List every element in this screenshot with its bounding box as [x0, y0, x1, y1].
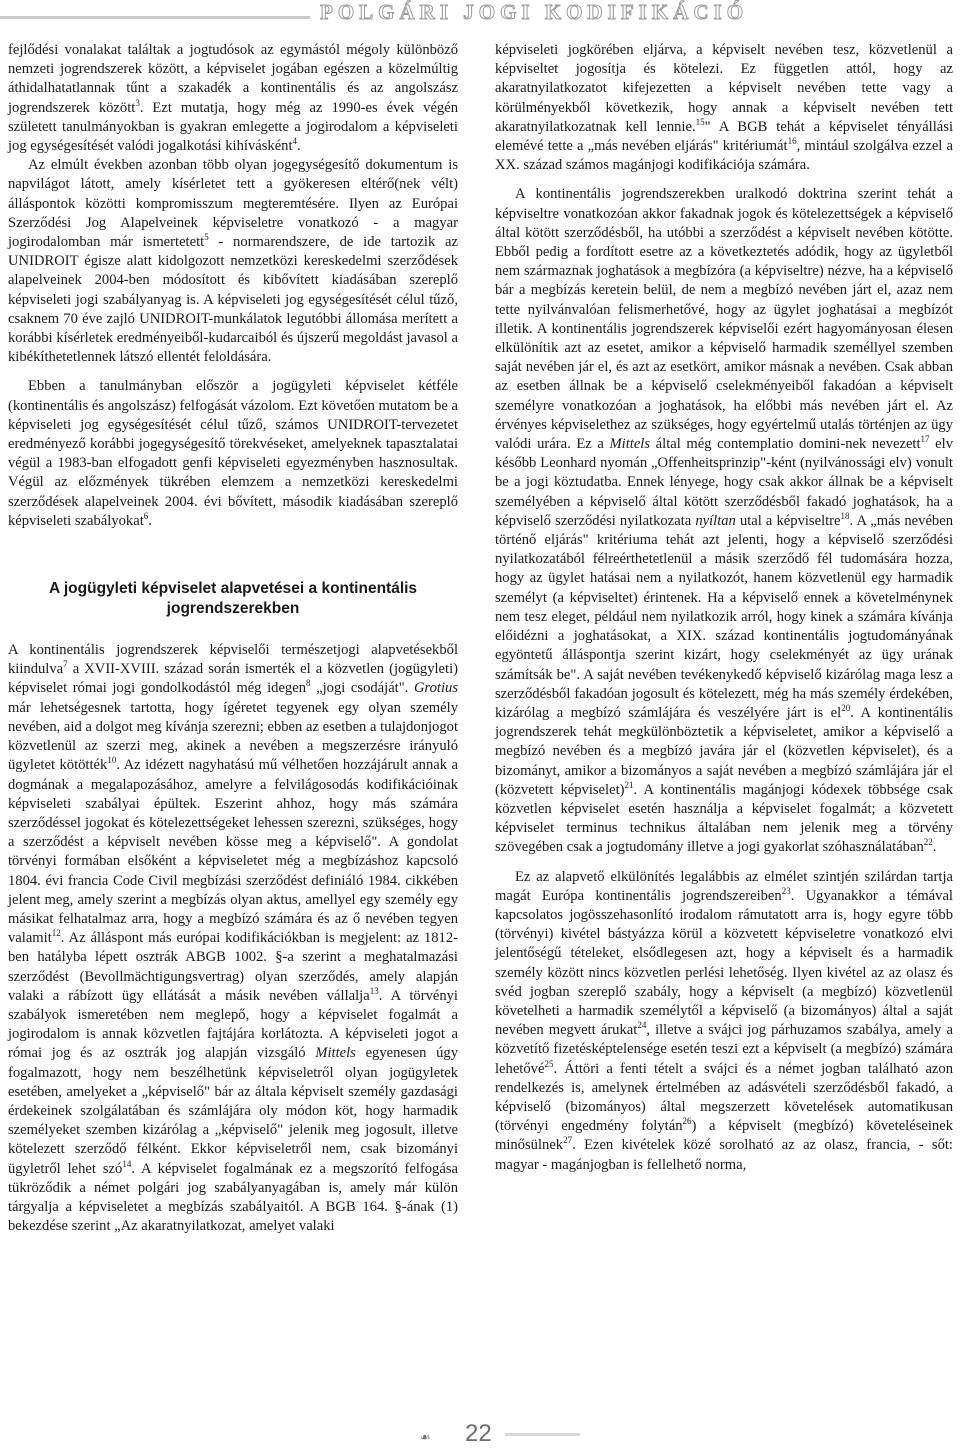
paragraph [495, 41, 953, 175]
text-run: A kontinentális jogrendszerek képviselői természetjogi alapvetésekből kiindulva [8, 642, 458, 678]
author-name: Grotius [413, 680, 459, 697]
author-name: Mittels [315, 1045, 356, 1062]
footnote-ref: 12 [51, 928, 61, 939]
footnote-ref: 27 [563, 1135, 573, 1146]
footnote-ref: 26 [682, 1116, 692, 1127]
running-title: POLGÁRI JOGI KODIFIKÁCIÓ [320, 0, 749, 24]
footnote-ref: 15 [695, 116, 705, 127]
text-run: . [932, 839, 937, 856]
footer-rule [505, 1433, 580, 1436]
footnote-ref: 24 [637, 1020, 647, 1031]
paragraph [8, 377, 458, 531]
footnote-ref: 10 [107, 755, 117, 766]
paragraph [495, 868, 953, 1175]
footnote-ref: 8 [306, 678, 311, 689]
text-run: . Áttöri a fenti tételt a svájci és a német jogban található azon rendelkezés is, amelynek értelmében az adásvételi szerződésből fakadó, a képviselő (bizományos) által megszerzett követelések automatikusan (törvényi engedmény folytán [495, 1060, 953, 1135]
text-run: „jogi csodáját". [310, 680, 414, 697]
footnote-ref: 21 [624, 779, 634, 790]
page-footer [0, 1418, 960, 1453]
paragraph [8, 641, 458, 1236]
footnote-ref: 14 [122, 1158, 132, 1169]
page-header [0, 0, 960, 24]
paragraph [8, 41, 458, 156]
left-column [8, 41, 458, 1236]
text-run: . Ezt mutatja, hogy még az 1990-es évek végén született tanulmányokban is gyakran emlegette a jogirodalom a képviseleti jog egységesítését valódi jogalkotási kihívásként [8, 99, 458, 155]
footnote-ref: 7 [63, 659, 68, 670]
footnote-ref: 4 [292, 136, 298, 147]
text-run: . A képviselet fogalmának ez a megszorító felfogása tükröződik a német polgári jog szabályanyagában is, amely már külön tárgyalja a képviseletet a megbízás szabályaitól. A BGB 164. §-ának (1) bekezdése szerint „Az akaratnyilatkozat, amelyet valaki [8, 1160, 458, 1235]
footnote-ref: 3 [135, 97, 140, 108]
footnote-ref: 16 [787, 136, 797, 147]
text-run: , illetve a svájci jog párhuzamos szabálya, amely a közvetítő fizetésképtelensége esetén teszi ezt a képviselt (a megbízó) számára lehetővé [495, 1022, 953, 1077]
text-run: Ez az alapvető elkülönítés legalábbis az elmélet szintjén szilárdan tartja magát Európa kontinentális jogrendszereiben [495, 868, 953, 904]
text-run: . A „más nevében történő eljárás" kritériuma tehát azt jelenti, hogy a képviselő szerződési nyilatkozatából félreérthetetlenül a másik szerződő fél tudomására hozza, hogy az ügylet hatásai nem a nyilatkozót, hanem közvetlenül egy harmadik személyt (a képviseltet) érintenek. Ha a képviselő ennek a követelménynek nem tesz eleget, például nem nyilatkozik arról, hogy kinek a számára kívánja előidézni a joghatásokat, a XIX. század kontinentális jogtudományának egyöntetű álláspontja szerint kizárt, hogy cselekményét az ügy urának számítsák be". A saját nevében tevékenykedő képviselő kizárólag maga lesz a szerződésből fakadóan jogosult és kötelezett, még ha más személy érdekében, kizárólag a megbízó számlájára és veszélyére járt is el [495, 512, 953, 721]
page-number: 22 [465, 1420, 492, 1447]
text-run: A kontinentális jogrendszerekben uralkodó doktrina szerint tehát a képviseltre vonatkozóan akkor fakadnak jogok és kötelezettségek a képviselő által kötött szerződésből, ha utóbbi a szerződést a képviselt nevében kötötte. Ebből pedig a fordított esetre az a következtetés adódik, hogy az ügyletből nem származnak joghatások a megbízóra (a képviseltre) nézve, ha a képviselő bár a megbízás keretein belül, de nem a megbízó nevében járt el, azaz nem tette nyilvánvalóan felismerhetővé, hogy az ügylet joghatásai a megbízót illetik. A kontinentális jogrendszerek képviselői ezért hagyományosan élesen elkülönítik azt az esetet, amikor a képviselő harmadik személlyel szemben saját nevében jár el, és azt az esetkört, amikor másnak a nevében. Csak abban az esetben állnak be a képviselő cselekményeiből fakadóan a képviselt személyre vonatkozóan a joghatások, ha előbbi más nevében járt el. Az érvényes képviselethez az szükséges, hogy egyértelmű utalás történjen az ügy valódi urára. Ez a [495, 186, 953, 453]
footnote-ref: 5 [204, 232, 209, 243]
text-run: Az elmúlt években azonban több olyan jogegységesítő dokumentum is napvilágot látott, amely kísérletet tett a gyökeresen eltérő(nek vélt) álláspontok közötti kompromisszum megteremtésére. Ilyen az Európai Szerződési Jog Alapelveinek képviseletre vonatkozó - a magyar jogirodalomban már ismertetett [8, 157, 458, 251]
text-run: képviseleti jogkörében eljárva, a képviselt nevében tesz, közvetlenül a képviseltet jogosítja és kötelezi. Ez független attól, hogy az akaratnyilatkozatot kifejezetten a képviselt nevében tette vagy a körülményekből következik, hogy annak a képviselt nevében tett akaratnyilatkozatnak kell lennie. [495, 42, 953, 135]
footnote-ref: 17 [920, 434, 930, 445]
text-run: fejlődési vonalakat találtak a jogtudósok az egymástól mégoly különböző nemzeti jogrendszerek között, a képviselet jogában egészen a közelmúltig áthidalhatatlannak tűnt a szakadék a kontinentális és az angolszász jogrendszerek között [8, 42, 458, 116]
text-run: - normarendszere, de ide tartozik az UNIDROIT égisze alatt kidolgozott nemzetközi kereskedelmi szerződések alapelveinek 2004-ben módosított és kibővített kiadásában szereplő képviseleti jogi szabályanyag is. A képviseleti jog egységesítését célul tűző, csaknem 70 éve zajló UNIDROIT-munkálatok legutóbbi állomása merített a korábbi kísérletek eredményeiből-kudarcaiból és újszerű megoldást javasol a kibékíthetetlennek látszó ellentét feloldására. [8, 234, 458, 366]
header-rule [0, 16, 310, 19]
text-run: , mintául szolgálva ezzel a XX. század számos magánjogi kodifikációja számára. [495, 138, 953, 174]
text-run: " A BGB tehát a képviselet tényállási elemévé tette a „más nevében eljárás" kritériumát [495, 118, 953, 155]
text-run: . [297, 138, 301, 155]
text-run: elv később Leonhard nyomán „Offenheitsprinzip"-ként (nyilvánossági elv) vonult be a jogi köztudatba. Ennek lényege, hogy csak akkor állnak be a képviselt személyében a képviselő által kötött szerződésből fakadó joghatások, ha a képviselő szerződési nyilatkozata [495, 436, 954, 529]
footnote-ref: 13 [369, 985, 379, 996]
text-run: . A törvényi szabályok ismeretében nem meglepő, hogy a képviselet fogalmát a jogirodalom is annak közvetlen fajtájára korlátozta. A képviseleti jogot a római jog és az osztrák jog alapján vizsgáló [8, 987, 458, 1062]
text-run: . Az álláspont más európai kodifikációkban is megjelent: az 1812-ben hatályba lépett osztrák ABGB 1002. §-a szerint a meghatalmazási szerződést (Bevollmächtigungsvertrag) olyan szerződés, amely alapján valaki a rábízott ügy ellátását a másik nevében vállalja [8, 930, 458, 1004]
text-run: . A kontinentális jogrendszerek tehát megkülönböztetik a képviseletet, amikor a képviselő a megbízó nevében és a megbízó javára jár el (közvetlen képviselet), és a bizományt, amikor a bizományos a saját nevében a megbízó számlájára jár el (közvetett képviselet) [495, 704, 954, 798]
text-run: ) a képviselt (megbízó) követeléseinek minősülnek [495, 1118, 953, 1154]
footnote-ref: 6 [143, 511, 149, 522]
footnote-ref: 20 [841, 703, 851, 714]
ornament-icon: ☙ [420, 1430, 431, 1444]
section-heading: A jogügyleti képviselet alapvetései a kontinentális jogrendszerekben [48, 580, 418, 618]
text-run: utal a képviseltre [735, 512, 841, 529]
footnote-ref: 23 [781, 885, 791, 896]
footnote-ref: 22 [923, 837, 933, 848]
text-run: . Ezen kivételek közé sorolható az az olasz, francia, - sőt: magyar - magánjogban is fellelhető norma, [495, 1137, 953, 1173]
footnote-ref: 18 [840, 511, 850, 522]
text-run: . A kontinentális magánjogi kódexek többsége csak közvetlen képviselet esetén használja a képviselet fogalmát; a közvetett képviselet terminus technikus általában nem jelenik meg a törvény szövegében csak a jogtudomány illetve a jogi gyakorlat szóhasználatában [495, 781, 953, 856]
footnote-ref: 25 [544, 1058, 554, 1069]
emphasis: nyíltan [695, 512, 736, 529]
text-run: Ebben a tanulmányban először a jogügyleti képviselet kétféle (kontinentális és angolszász) felfogását vázolom. Ezt követően mutatom be a képviseleti jog egységesítését célul tűző, számos UNIDROIT-tervezetet eredményező korábbi jogegységesítő törekvéseket, amelyeknek tapasztalatai végül a 1983-ban elfogadott genfi képviseleti egyezményben hasznosultak. Végül az előzmények tükrében elemzem a nemzetközi kereskedelmi szerződések alapelveinek 2004. évi bővített, második kiadásában szereplő képviseleti szabályokat [8, 378, 458, 529]
text-run: a XVII-XVIII. század során ismerték el a közvetlen (jogügyleti) képviselet római jogi gondolkodástól még idegen [8, 661, 458, 697]
text-run: . [148, 512, 152, 529]
text-run: által még contemplatio domini-nek nevezett [650, 436, 921, 453]
text-run: egyenesen úgy fogalmazott, hogy nem beszélhetünk képviseletről olyan jogügyletek esetében, amelyeket a „képviselő" bár az általa képviselt személy gazdasági érdekeinek szolgálatában és számlájára oly módon köt, hogy harmadik személyeket szemben kizárólag a „képviselő" jelenik meg jogosult, illetve kötelezett szerződő félként. Ekkor képviseletről nem, csak bizományi ügyletről lehet szó [8, 1045, 458, 1177]
text-run: . Az idézett nagyhatású mű vélhetően hozzájárult annak a dogmának a megalapozásához, amelyre a felvilágosodás kodifikációinak képviseleti szabályai épültek. Eszerint ahhoz, hogy más számára szerződéssel jogokat és kötelezettségeket lehessen szerezni, szükséges, hogy a szerződést a képviselt nevében kösse meg a képviselő". A gondolat törvényi formában elsőként a képviseletet még a megbízáshoz kapcsoló 1804. évi francia Code Civil megbízási szerződést definiáló 1984. cikkében jelent meg, amely szerint a megbízás olyan aktus, amellyel egy személy egy másikat felhatalmaz arra, hogy a megbízó számára és az ő nevében tegyen valamit [8, 757, 458, 947]
paragraph [495, 185, 953, 857]
paragraph [8, 156, 458, 367]
text-run: . Ugyanakkor a témával kapcsolatos jogösszehasonlító irodalom rámutatott arra is, hogy egyre több (törvényi) kivétel bástyázza körül a közvetett képviseletre vonatkozó elvi jelentőségű tételeket, elsődlegesen azt, hogy a képviselt és a harmadik személy között nincs közvetlen perlési lehetőség. Ilyen kivétel az az olasz és svéd jogban szereplő szabály, hogy a képviselt (a megbízó) közvetlenül követelheti a harmadik személytől a képviselő (a bizományos) által a saját nevében megvett árukat [495, 887, 953, 1039]
author-name: Mittels [609, 436, 651, 453]
right-column [495, 41, 953, 1175]
text-run: már lehetségesnek tartotta, hogy ígéretet tegyenek egy olyan személy nevében, aid a dolgot meg kívánja szerezni; ebben az esetben a tulajdonjogot közvetlenül az szerzi meg, akinek a nevében a megszerzésre irányuló ügyletet kötötték [8, 699, 458, 774]
